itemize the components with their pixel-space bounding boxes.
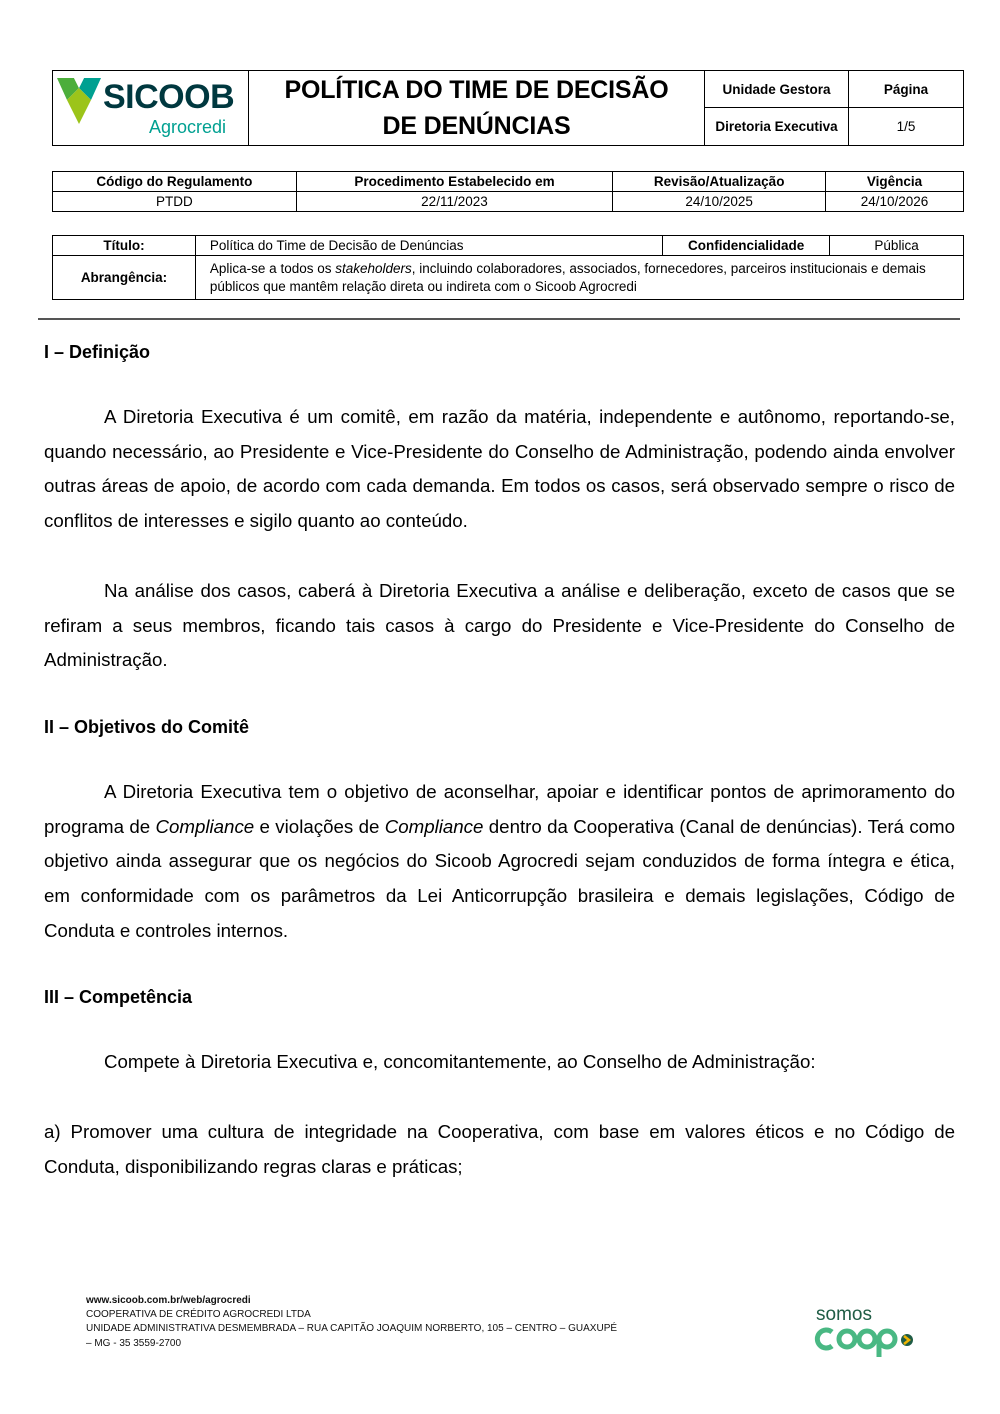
sicoob-triangle-logo-icon <box>57 78 101 124</box>
paragraph: A Diretoria Executiva é um comitê, em razão da matéria, independente e autônomo, reportando-se, quando necessário, ao Presidente e Vice-Presidente do Conselho de Administração, podendo ainda envolver outras áreas de apoio, de acordo com cada demanda. Em todos os casos, será observado sempre o risco de conflitos de interesses e sigilo quanto ao conteúdo. <box>44 406 955 532</box>
page-footer <box>86 1294 617 1351</box>
paragraph <box>44 775 955 949</box>
header-meta <box>705 71 963 145</box>
validity-value: 24/10/2026 <box>826 192 964 212</box>
scope-value <box>195 256 963 300</box>
document-header <box>52 70 964 146</box>
scope-text: , incluindo colaboradores, associados, fornecedores, parceiros institucionais e demais públicos que mantêm relação direta ou indireta com o Sicoob Agrocredi <box>209 260 926 294</box>
table-header-row <box>53 172 964 192</box>
paragraph-text: e violações de <box>254 815 385 837</box>
footer-address-phone: – MG - 35 3559-2700 <box>86 1337 182 1349</box>
page-label: Página <box>849 71 963 108</box>
table-row <box>53 256 964 300</box>
scope-text: Aplica-se a todos os <box>209 260 336 276</box>
paragraph-text: A Diretoria Executiva tem o objetivo de aconselhar, apoiar e identificar pontos de aprimoramento do programa de <box>44 780 955 837</box>
col-header-revision: Revisão/Atualização <box>613 172 826 192</box>
section-heading-definition: I – Definição <box>44 342 151 362</box>
paragraph: Na análise dos casos, caberá à Diretoria Executiva a análise e deliberação, exceto de casos que se refiram a seus membros, ficando tais casos à cargo do Presidente e Vice-Presidente do Conselho de Administração. <box>44 579 955 671</box>
divider <box>38 318 960 320</box>
revision-value: 24/10/2025 <box>613 192 826 212</box>
somos-coop-logo-icon <box>812 1302 922 1362</box>
footer-url[interactable]: www.sicoob.com.br/web/agrocredi <box>86 1295 251 1306</box>
section-heading-competence: III – Competência <box>44 987 193 1008</box>
footer-address: UNIDADE ADMINISTRATIVA DESMEMBRADA – RUA CAPITÃO JOAQUIM NORBERTO, 105 – CENTRO – GUAXUPÉ <box>86 1323 618 1335</box>
confidentiality-label: Confidencialidade <box>663 236 830 256</box>
logo-brand-text: SICOOB <box>103 78 235 116</box>
document-body <box>44 338 955 1185</box>
paragraph-text: dentro da Cooperativa (Canal de denúncias). Terá como objetivo ainda assegurar que os negócios do Sicoob Agrocredi sejam conduzidos de forma íntegra e ética, em conformidade com os parâmetros da Lei Anticorrupção brasileira e demais legislações, Código de Conduta e controles internos. <box>44 815 956 941</box>
paragraph: Compete à Diretoria Executiva e, concomitantemente, ao Conselho de Administração: <box>104 1051 816 1073</box>
sicoob-logo <box>53 71 249 145</box>
logo-sub-text: Agrocredi <box>149 117 227 137</box>
list-item: a) Promover uma cultura de integridade na Cooperativa, com base em valores éticos e no Código de Conduta, disponibilizando regras claras e práticas; <box>44 1121 955 1177</box>
scope-italic-text: stakeholders <box>335 260 412 276</box>
table-row <box>53 192 964 212</box>
col-header-validity: Vigência <box>826 172 964 192</box>
table-row <box>53 236 964 256</box>
code-value: PTDD <box>53 192 297 212</box>
page-number: 1/5 <box>896 119 916 134</box>
unit-label: Unidade Gestora <box>705 71 849 108</box>
section-heading-objectives: II – Objetivos do Comitê <box>44 716 250 737</box>
svg-text:somos: somos <box>816 1304 872 1325</box>
title-line-1: POLÍTICA DO TIME DE DECISÃO <box>284 76 669 104</box>
scope-label: Abrangência: <box>53 256 196 300</box>
col-header-code: Código do Regulamento <box>53 172 297 192</box>
title-label: Título: <box>53 236 196 256</box>
title-line-2: DE DENÚNCIAS <box>382 112 571 140</box>
document-title <box>249 71 705 145</box>
established-value: 22/11/2023 <box>296 192 613 212</box>
confidentiality-value: Pública <box>830 236 964 256</box>
title-value: Política do Time de Decisão de Denúncias <box>195 236 662 256</box>
unit-value: Diretoria Executiva <box>705 108 849 145</box>
info-table <box>52 235 964 300</box>
paragraph-italic-text: Compliance <box>384 815 484 837</box>
paragraph-italic-text: Compliance <box>155 815 255 837</box>
footer-company: COOPERATIVA DE CRÉDITO AGROCREDI LTDA <box>86 1309 311 1321</box>
col-header-established: Procedimento Estabelecido em <box>296 172 613 192</box>
regulation-table <box>52 171 964 212</box>
